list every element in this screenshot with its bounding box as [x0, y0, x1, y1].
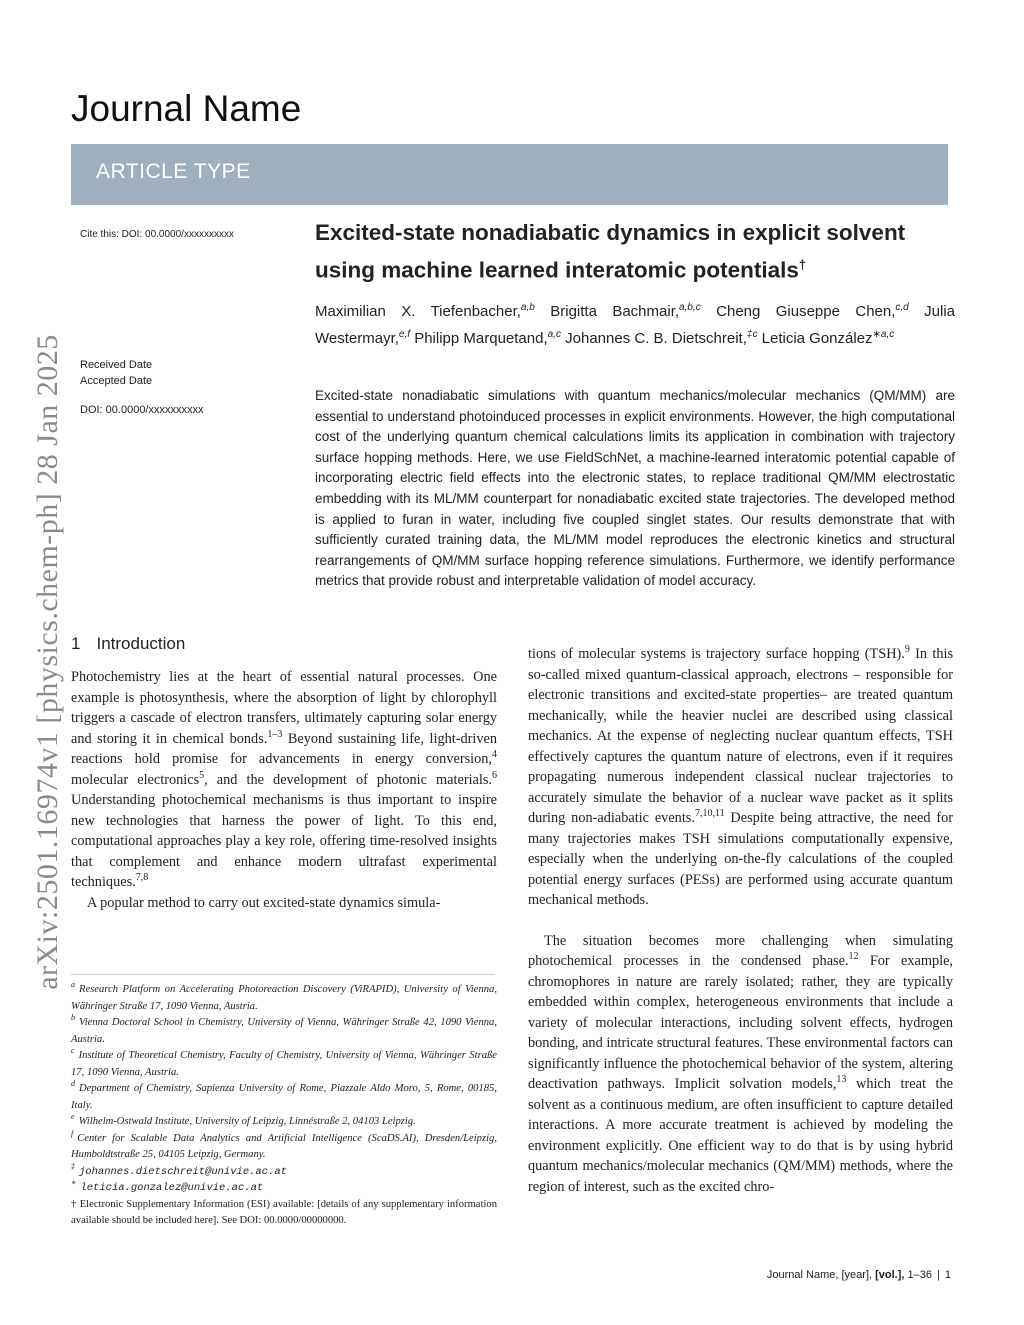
- footnote-text: Center for Scalable Data Analytics and Artificial Intelligence (ScaDS.AI), Dresden/Leipzig, Humboldtstraße 25, 04105 Leipzig, Germany.: [71, 1132, 497, 1160]
- footnote-mark: c: [71, 1046, 75, 1056]
- author-list: [315, 296, 955, 350]
- footnote-mark: ∗: [71, 1178, 77, 1188]
- author: [550, 303, 700, 320]
- author-affiliation: ‡c: [746, 329, 758, 340]
- footnotes: [71, 982, 497, 1230]
- footer-year: [year],: [841, 1269, 873, 1281]
- sidebar-doi: DOI: 00.0000/xxxxxxxxxx: [80, 404, 204, 416]
- footnote-text: Institute of Theoretical Chemistry, Faculty of Chemistry, University of Vienna, Währinger Straße 17, 1090 Vienna, Austria.: [71, 1050, 497, 1078]
- article-type-label: ARTICLE TYPE: [96, 160, 251, 183]
- author-name: Leticia González: [761, 330, 873, 347]
- left-column: [71, 667, 497, 913]
- journal-name: Journal Name: [71, 88, 302, 129]
- affiliation-footnote: [71, 1048, 497, 1081]
- arxiv-identifier-stamp: arXiv:2501.16974v1 [physics.chem-ph] 28 Jan 2025: [31, 334, 64, 990]
- author-name: Julia Westermayr,: [315, 303, 956, 347]
- citation-reference[interactable]: 6: [492, 769, 498, 781]
- footnote-text: Department of Chemistry, Sapienza University of Rome, Piazzale Aldo Moro, 5, Rome, 00185, Italy.: [71, 1083, 497, 1111]
- intro-paragraph-2: A popular method to carry out excited-state dynamics simula-: [87, 894, 441, 911]
- affiliation-footnote: [71, 1128, 497, 1164]
- footer-pages: 1–36: [907, 1269, 933, 1281]
- right-column: [528, 644, 953, 1197]
- author: [565, 330, 757, 347]
- intro-paragraph-1: Photochemistry lies at the heart of essential natural processes. One example is photosynthesis, where the absorption of light by chlorophyll triggers a cascade of electron transfers, ultimately capturing solar energy and storing it in chemical bonds.$^{1-3}$ Beyond sustaining life, light-driven reactions hold promise for advancements in energy conversion,$^4$ molecular electronics$^5$, and the development of photonic materials.$^6$ Understanding photochemical mechanisms is thus important to inspire new technologies that harness the power of light. To this end, computational approaches play a key role, offering time-resolved insights that complement and enhance modern ultrafast experimental techniques.$^{7,8}$: [71, 669, 498, 890]
- footnote-mark: e: [71, 1112, 75, 1122]
- affiliation-footnote: [71, 1081, 497, 1114]
- author-name: Maximilian X. Tiefenbacher,: [315, 303, 521, 320]
- footnote-mark: b: [71, 1013, 75, 1023]
- received-accepted-dates: [80, 357, 152, 389]
- footnote-mark: ‡: [71, 1161, 75, 1171]
- esi-note: † Electronic Supplementary Information (ESI) available: [details of any supplementary information available should be included here]. See DOI: 00.0000/00000000.: [71, 1198, 497, 1226]
- footnote-text: Vienna Doctoral School in Chemistry, University of Vienna, Währinger Straße 42, 1090 Vienna, Austria.: [71, 1017, 497, 1045]
- author-name: Philipp Marquetand,: [414, 330, 548, 347]
- author: [315, 303, 535, 320]
- citation-reference[interactable]: 7,10,11: [694, 808, 725, 820]
- citation-reference[interactable]: 5: [199, 769, 205, 781]
- title-line-1: Excited-state nonadiabatic dynamics in explicit solvent: [315, 220, 906, 245]
- footer-page-number: 1: [944, 1269, 951, 1281]
- email-link[interactable]: johannes.dietschreit@univie.ac.at: [79, 1165, 287, 1178]
- author-affiliation: c,d: [895, 302, 909, 313]
- footnote-divider: [71, 974, 495, 975]
- author-affiliation: e,f: [398, 329, 411, 340]
- citation-reference[interactable]: 1–3: [267, 728, 283, 740]
- author-affiliation: a,b: [520, 302, 535, 313]
- citation-reference[interactable]: 7,8: [135, 872, 149, 884]
- paper-title: [315, 217, 955, 287]
- intro-paragraph-3: tions of molecular systems is trajectory surface hopping (TSH).$^9$ In this so-called mixed quantum-classical approach, electrons – responsible for electronic transitions and excited-state properties– are treated quantum mechanically, while the heavier nuclei are described using classical mechanics. At the expense of neglecting nuclear quantum effects, TSH effectively captures the quantum nature of electrons, even if it requires propagating numerous independent classical nuclear trajectories to accurately simulate the behavior of a nuclear wave packet as it splits during non-adiabatic events.$^{7,10,11}$ Despite being attractive, the need for many trajectories makes TSH simulations computationally expensive, especially when the underlying on-the-fly calculations of the coupled potential energy surfaces (PESs) are performed using accurate quantum mechanical methods.: [528, 644, 954, 908]
- author: [762, 330, 895, 347]
- affiliation-footnote: [71, 982, 497, 1015]
- intro-paragraph-4: The situation becomes more challenging when simulating photochemical processes in the condensed phase.$^{12}$ For example, chromophores in nature are rarely isolated; rather, they are typically embedded within complex, heterogeneous environments that include a variety of molecular interactions, including solvent effects, hydrogen bonding, and intricate structural features. These environmental factors can significantly influence the photochemical behavior of the system, altering deactivation pathways. Implicit solvation models,$^{13}$ which treat the solvent as a continuous medium, are often insufficient to capture detailed interactions. A more accurate treatment is achieved by modeling the environment explicitly. One efficient way to do that is by using hybrid quantum mechanics/molecular mechanics (QM/MM) methods, where the region of interest, such as the excited chro-: [528, 932, 954, 1195]
- affiliation-footnote: [71, 1015, 497, 1048]
- author-affiliation: ∗a,c: [872, 329, 895, 340]
- citation-reference[interactable]: 12: [848, 951, 859, 963]
- citation-reference[interactable]: 4: [492, 749, 497, 761]
- author: [716, 303, 909, 320]
- affiliation-footnote: [71, 1114, 497, 1131]
- article-type-banner: [71, 144, 948, 205]
- author-name: Brigitta Bachmair,: [550, 303, 680, 320]
- citation-reference[interactable]: 13: [836, 1074, 847, 1086]
- abstract: Excited-state nonadiabatic simulations with quantum mechanics/molecular mechanics (QM/MM) are essential to understand photoinduced processes in explicit environments. However, the high computational cost of the underlying quantum chemical calculations limits its application in combination with trajectory surface hopping methods. Here, we use FieldSchNet, a machine-learned interatomic potential capable of incorporating electric field effects into the electronic states, to replace traditional QM/MM electrostatic embedding with its ML/MM counterpart for nonadiabatic excited state trajectories. The developed method is applied to furan in water, including five coupled singlet states. Our results demonstrate that with sufficiently curated training data, the ML/MM model reproduces the electronic kinetics and structural rearrangements of QM/MM surface hopping reference simulations. Furthermore, we identify performance metrics that provide robust and interpretable validation of model accuracy.: [315, 388, 955, 589]
- page-footer: Journal Name, [year], [vol.], 1–36 | 1: [766, 1269, 951, 1281]
- accepted-date: Accepted Date: [80, 375, 153, 387]
- footer-journal: Journal Name,: [766, 1269, 839, 1281]
- cite-this-doi: Cite this: DOI: 00.0000/xxxxxxxxxx: [80, 229, 234, 240]
- section-title: Introduction: [96, 634, 186, 653]
- section-heading-introduction: [71, 634, 185, 654]
- author-name: Cheng Giuseppe Chen,: [716, 303, 896, 320]
- email-link[interactable]: leticia.gonzalez@univie.ac.at: [80, 1182, 264, 1194]
- email-footnote: [71, 1161, 497, 1181]
- footnote-mark: d: [71, 1079, 75, 1089]
- footnote-mark: a: [71, 980, 75, 990]
- citation-reference[interactable]: 9: [904, 644, 910, 656]
- footnote-mark: f: [71, 1128, 74, 1138]
- title-line-2: using machine learned interatomic potentials: [315, 257, 799, 283]
- title-dagger: †: [798, 257, 807, 272]
- author: [414, 330, 561, 347]
- section-number: 1: [71, 634, 81, 653]
- footnote-text: Research Platform on Accelerating Photoreaction Discovery (ViRAPID), University of Vienna, Währinger Straße 17, 1090 Vienna, Austria.: [71, 984, 497, 1012]
- received-date: Received Date: [80, 359, 153, 371]
- author-affiliation: a,c: [547, 329, 561, 340]
- footnote-text: Wilhelm-Ostwald Institute, University of Leipzig, Linnéstraße 2, 04103 Leipzig.: [78, 1116, 416, 1127]
- author-name: Johannes C. B. Dietschreit,: [565, 330, 747, 347]
- email-footnote: [71, 1180, 497, 1197]
- author-affiliation: a,b,c: [679, 302, 701, 313]
- footer-vol: [vol.],: [875, 1269, 905, 1281]
